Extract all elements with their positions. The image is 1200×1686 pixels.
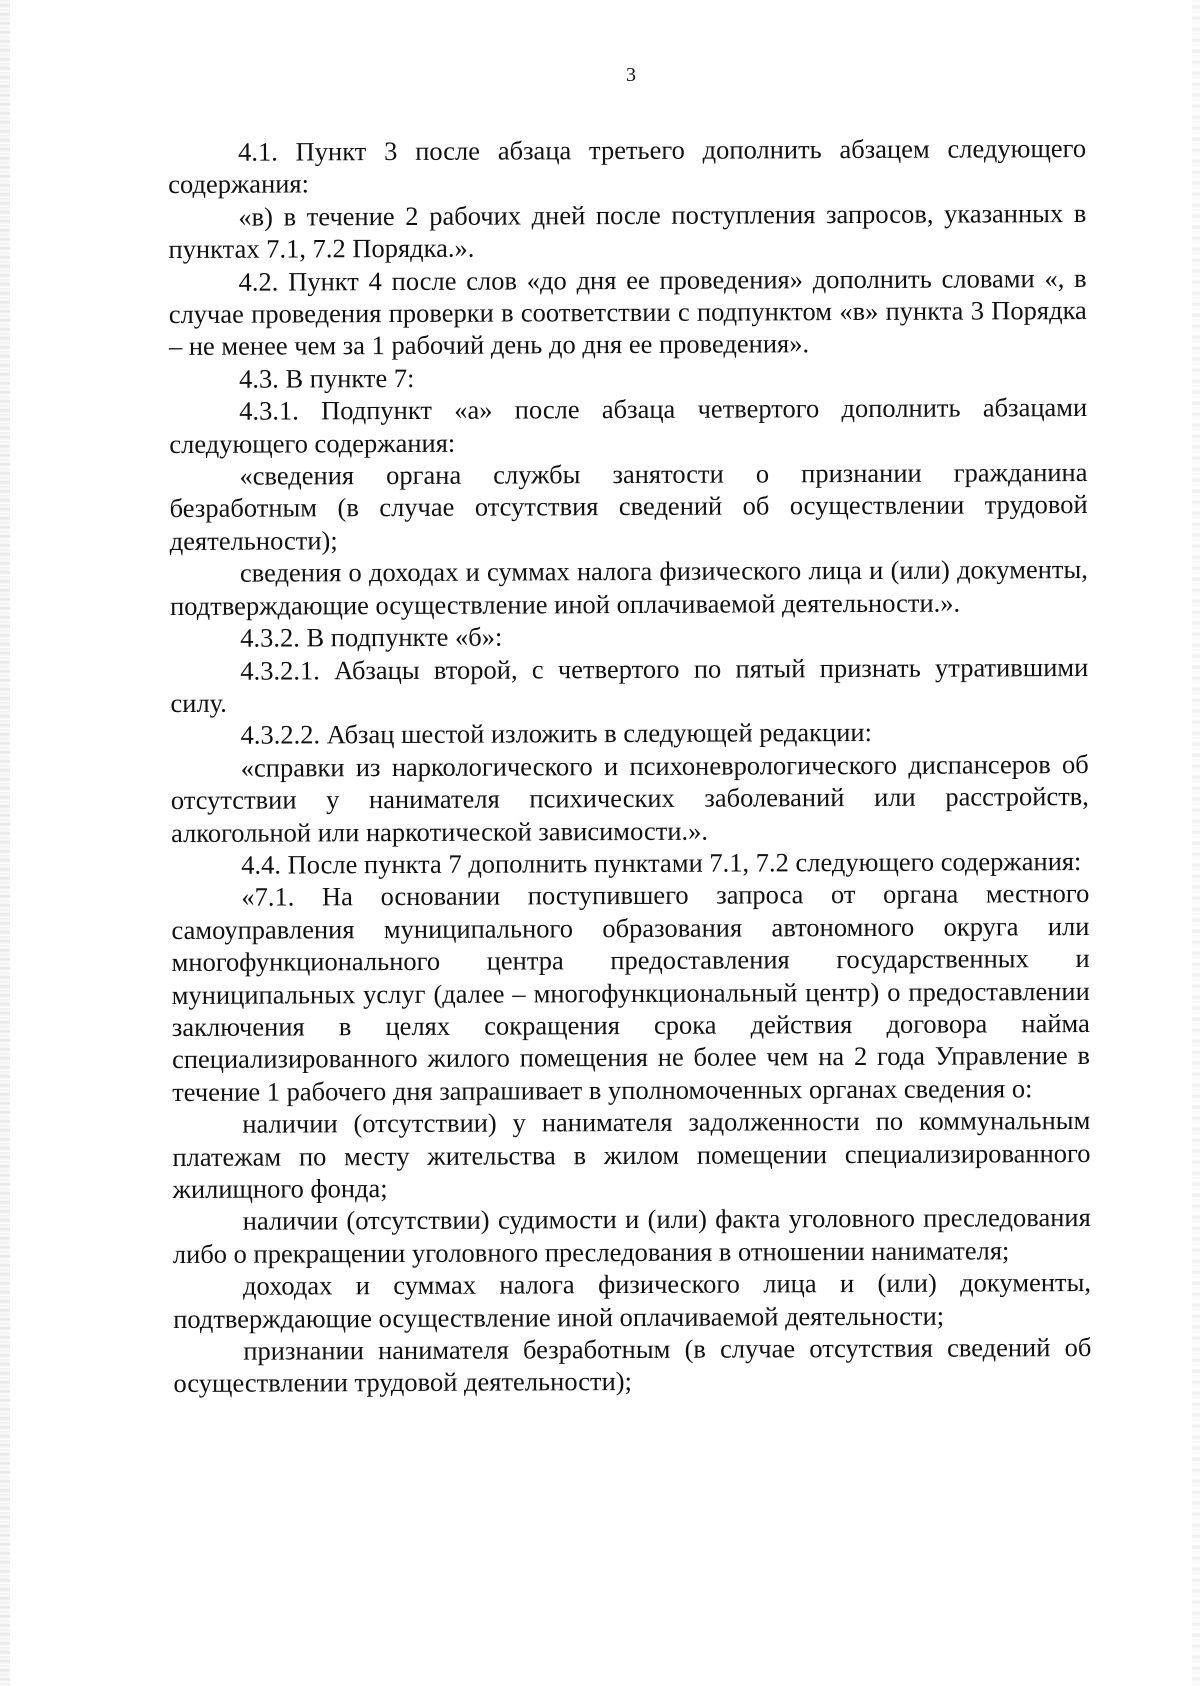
paragraph-4-1-text: «в) в течение 2 рабочих дней после поступления запросов, указанных в пунктах 7.1, 7.2 Порядка.». xyxy=(168,197,1087,265)
page-number: 3 xyxy=(626,64,636,86)
paragraph-4-1: 4.1. Пункт 3 после абзаца третьего дополнить абзацем следующего содержания: xyxy=(168,132,1087,200)
paragraph-4-3-1-a: «сведения органа службы занятости о признании гражданина безработным (в случае отсутствия сведений об осуществлении трудовой деятельности); xyxy=(169,457,1088,556)
paragraph-4-3-2: 4.3.2. В подпункте «б»: xyxy=(240,621,503,653)
scan-edge-left xyxy=(0,0,10,1686)
paragraph-4-4: 4.4. После пункта 7 дополнить пунктами 7.1, 7.2 следующего содержания: xyxy=(241,845,1082,880)
paragraph-4-3: 4.3. В пункте 7: xyxy=(238,362,415,394)
paragraph-7-1-item-4: признании нанимателя безработным (в случае отсутствия сведений об осуществлении трудовой деятельности); xyxy=(173,1332,1092,1399)
paragraph-4-3-1-b: сведения о доходах и суммах налога физического лица и (или) документы, подтверждающие осуществление иной оплачиваемой деятельности.». xyxy=(169,554,1088,621)
paragraph-4-2: 4.2. Пункт 4 после слов «до дня ее проведения» дополнить словами «, в случае проведения проверки в соответствии с подпунктом «в» пункта 3 Порядка – не менее чем за 1 рабочий день до дня ее проведения». xyxy=(168,262,1087,362)
paragraph-7-1-item-3: доходах и суммах налога физического лица и (или) документы, подтверждающие осуществление иной оплачиваемой деятельности; xyxy=(173,1267,1092,1334)
paragraph-4-3-2-1: 4.3.2.1. Абзацы второй, с четвертого по пятый признать утратившими силу. xyxy=(170,651,1089,718)
paragraph-7-1-item-1: наличии (отсутствии) у нанимателя задолженности по коммунальным платежам по месту жительства в жилом помещении специализированного жилищного фонда; xyxy=(172,1105,1091,1204)
paragraph-7-1: «7.1. На основании поступившего запроса от органа местного самоуправления муниципального образования автономного округа или многофункционального центра предоставления государственных и муниципальных услуг (далее – многофункциональный центр) о предоставлении заключения в целях сокращения срока действия договора найма специализированного жилого помещения не более чем на 2 года Управление в течение 1 рабочего дня запрашивает в уполномоченных органах сведения о: xyxy=(171,878,1091,1107)
document-body xyxy=(168,132,1092,1400)
paragraph-4-3-2-2: 4.3.2.2. Абзац шестой изложить в следующей редакции: xyxy=(240,717,872,751)
scan-edge-right xyxy=(1192,0,1200,1686)
paragraph-4-3-2-2-text: «справки из наркологического и психоневрологического диспансеров об отсутствии у нанимателя психических заболеваний или расстройств, алкогольной или наркотической зависимости.». xyxy=(170,748,1089,848)
paragraph-4-3-1: 4.3.1. Подпункт «а» после абзаца четвертого дополнить абзацами следующего содержания: xyxy=(169,392,1088,459)
paragraph-7-1-item-2: наличии (отсутствии) судимости и (или) факта уголовного преследования либо о прекращении уголовного преследования в отношении нанимателя; xyxy=(172,1202,1091,1269)
